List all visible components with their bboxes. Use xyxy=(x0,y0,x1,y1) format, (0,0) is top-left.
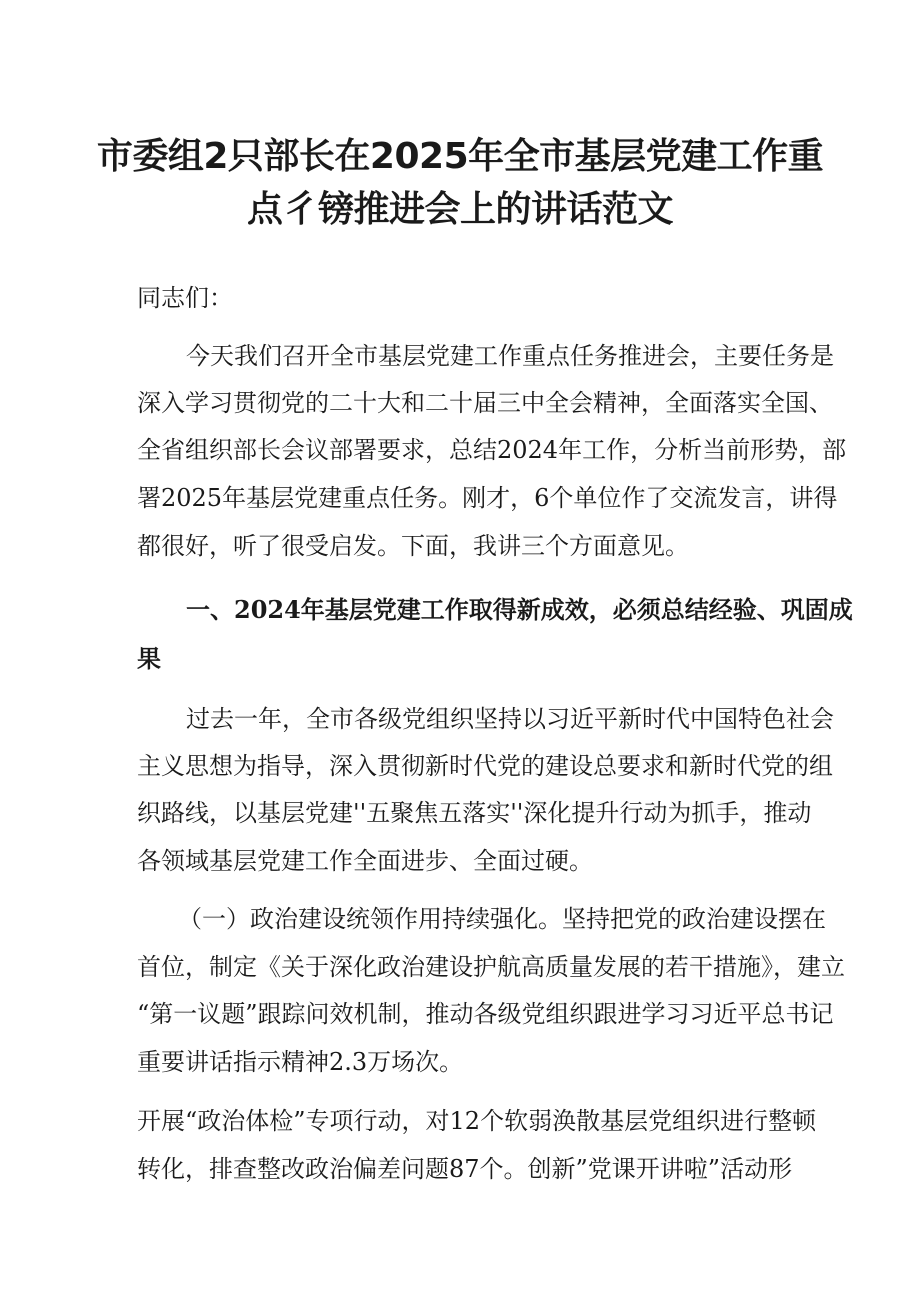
para-next-line-2: 转化，排查整改政治偏差问题87个。创新”党课开讲啦”活动形 xyxy=(137,1155,793,1183)
intro-line-4: 署2025年基层党建重点任务。刚才，6个单位作了交流发言，讲得 xyxy=(137,484,838,512)
intro-line-1: 今天我们召开全市基层党建工作重点任务推进会，主要任务是 xyxy=(186,342,834,370)
section-1-heading-line-1: 一、2024年基层党建工作取得新成效，必须总结经验、巩固成 xyxy=(186,595,853,624)
subsection-1-line-1: （一）政治建设统领作用持续强化。坚持把党的政治建设摆在 xyxy=(178,905,826,933)
subsection-1-line-3: “第一议题”跟踪问效机制，推动各级党组织跟进学习习近平总书记 xyxy=(137,1000,834,1028)
intro-line-2: 深入学习贯彻党的二十大和二十届三中全会精神，全面落实全国、 xyxy=(137,389,833,417)
document-title-line-2: 点彳镑推进会上的讲话范文 xyxy=(246,189,673,230)
section-1-para-line-2: 主义思想为指导，深入贯彻新时代党的建设总要求和新时代党的组 xyxy=(137,752,833,780)
para-next-line-1: 开展“政治体检”专项行动，对12个软弱涣散基层党组织进行整顿 xyxy=(137,1107,817,1135)
salutation: 同志们： xyxy=(137,284,233,312)
intro-line-3: 全省组织部长会议部署要求，总结2024年工作，分析当前形势，部 xyxy=(137,436,847,464)
section-1-heading-line-2: 果 xyxy=(137,644,161,673)
intro-line-5: 都很好，听了很受启发。下面，我讲三个方面意见。 xyxy=(137,532,689,560)
section-1-para-line-1: 过去一年，全市各级党组织坚持以习近平新时代中国特色社会 xyxy=(186,705,834,733)
subsection-1-line-2: 首位，制定《关于深化政治建设护航高质量发展的若干措施》，建立 xyxy=(137,953,845,981)
subsection-1-line-4: 重要讲话指示精神2.3万场次。 xyxy=(137,1048,464,1076)
document-title-line-1: 市委组2只部长在2025年全市基层党建工作重 xyxy=(96,136,824,177)
section-1-para-line-4: 各领域基层党建工作全面进步、全面过硬。 xyxy=(137,847,593,875)
section-1-para-line-3: 织路线，以基层党建''五聚焦五落实''深化提升行动为抓手，推动 xyxy=(137,799,812,827)
